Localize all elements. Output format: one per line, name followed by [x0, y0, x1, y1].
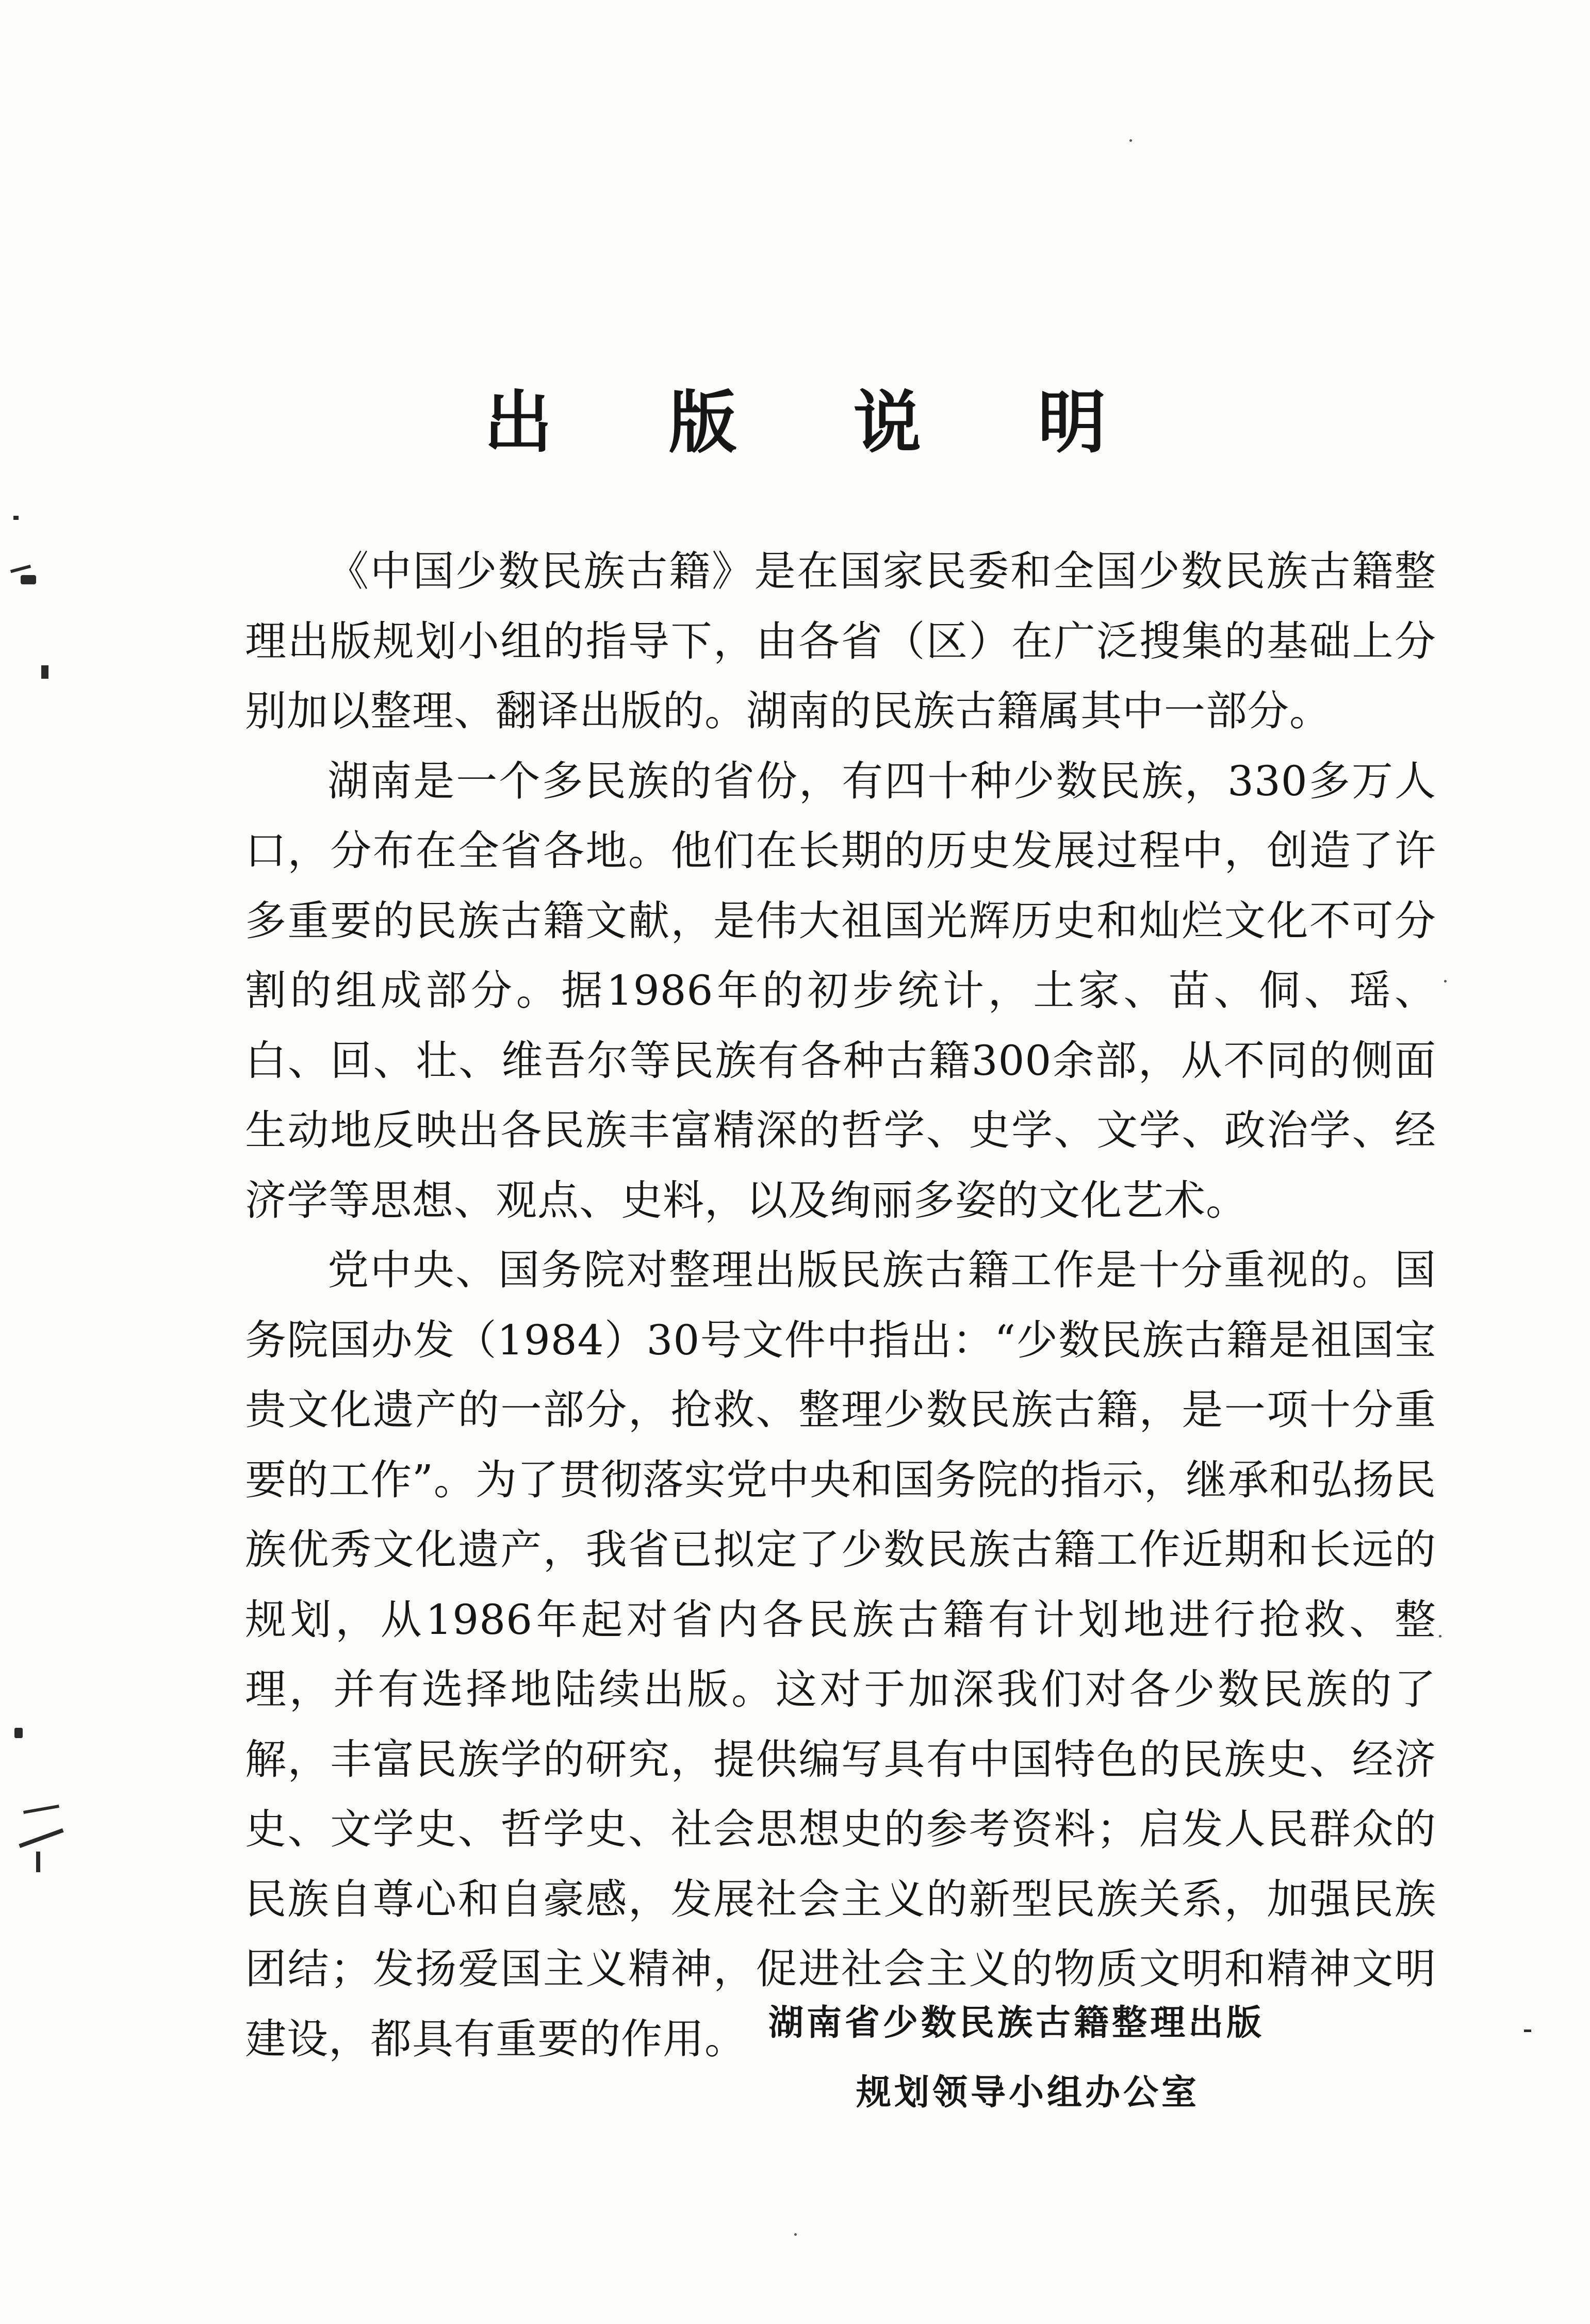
body-text: [245, 536, 1436, 2074]
scan-artifact-mark: [21, 575, 36, 584]
scan-artifact-mark: [23, 1805, 59, 1814]
scan-artifact-mark: [36, 1852, 40, 1872]
paragraph-1: 《中国少数民族古籍》是在国家民委和全国少数民族古籍整理出版规划小组的指导下，由各省（区）在广泛搜集的基础上分别加以整理、翻译出版的。湖南的民族古籍属其中一部分。: [245, 547, 1436, 735]
scan-artifact-mark: [1524, 2030, 1531, 2032]
signature-block: [768, 1988, 1346, 2127]
scan-speck: [1439, 1635, 1441, 1638]
page-title: 出 版 说 明: [484, 383, 1153, 463]
scan-speck: [794, 2233, 797, 2236]
scan-artifact-mark: [41, 665, 48, 679]
scan-artifact-mark: [10, 565, 31, 573]
scan-artifact-mark: [14, 1728, 23, 1738]
signature-line-2: 规划领导小组办公室: [856, 2072, 1200, 2113]
scan-artifact-mark: [19, 1828, 63, 1848]
paragraph-2: 湖南是一个多民族的省份，有四十种少数民族，330多万人口，分布在全省各地。他们在长期的历史发展过程中，创造了许多重要的民族古籍文献，是伟大祖国光辉历史和灿烂文化不可分割的组成部分。据1986年的初步统计，土家、苗、侗、瑶、白、回、壮、维吾尔等民族有各种古籍300余部，从不同的侧面生动地反映出各民族丰富精深的哲学、史学、文学、政治学、经济学等思想、观点、史料，以及绚丽多姿的文化艺术。: [245, 757, 1436, 1224]
scan-speck: [1129, 139, 1132, 142]
paragraph-3: 党中央、国务院对整理出版民族古籍工作是十分重视的。国务院国办发（1984）30号文件中指出：“少数民族古籍是祖国宝贵文化遗产的一部分，抢救、整理少数民族古籍，是一项十分重要的工作”。为了贯彻落实党中央和国务院的指示，继承和弘扬民族优秀文化遗产，我省已拟定了少数民族古籍工作近期和长远的规划，从1986年起对省内各民族古籍有计划地进行抢救、整理，并有选择地陆续出版。这对于加深我们对各少数民族的了解，丰富民族学的研究，提供编写具有中国特色的民族史、经济史、文学史、哲学史、社会思想史的参考资料；启发人民群众的民族自尊心和自豪感，发展社会主义的新型民族关系，加强民族团结；发扬爱国主义精神，促进社会主义的物质文明和精神文明建设，都具有重要的作用。: [245, 1246, 1436, 2063]
signature-line-1: 湖南省少数民族古籍整理出版: [768, 2003, 1265, 2043]
scan-artifact-mark: [13, 516, 19, 520]
scan-speck: [1444, 980, 1447, 983]
